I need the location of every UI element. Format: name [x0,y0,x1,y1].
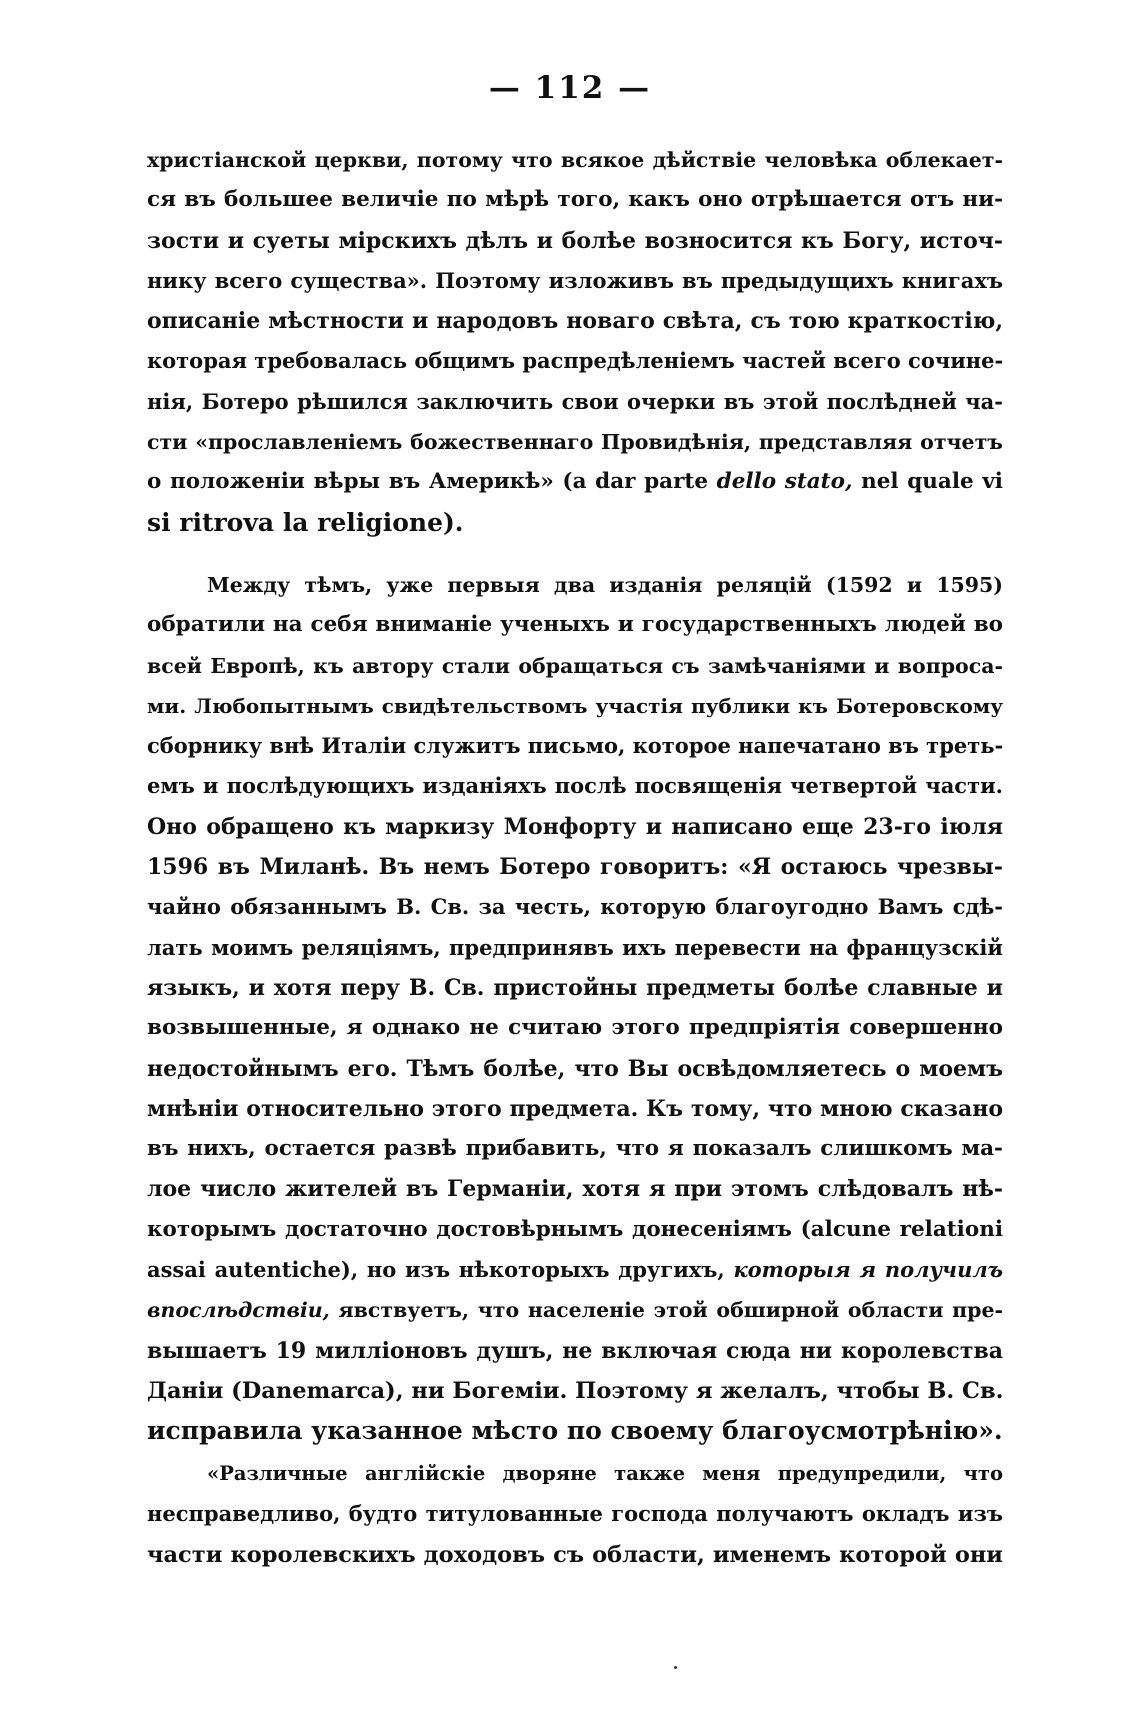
text-line: сти «прославленіемъ божественнаго Провидѣнія, представляя отчетъ [147,430,1003,455]
text-run: о положеніи вѣры въ Америкѣ» (a dar parte [147,469,717,495]
text-line [147,1290,1003,1330]
text-line: емъ и послѣдующихъ изданіяхъ послѣ посвященія четвертой части. [147,773,1003,799]
text-line: несправедливо, будто титулованные господа получаютъ окладъ изъ [147,1501,1003,1527]
text-line: всей Европѣ, къ автору стали обращаться съ замѣчаніями и вопроса- [147,653,1003,678]
italic-run: которыя я получилъ [733,1257,1003,1283]
paragraph-2 [147,565,1003,1452]
text-line: возвышенные, я однако не считаю этого предпріятія совершенно [147,1015,1003,1041]
text-line: «Различные англійскіе дворяне также меня предупредили, что [207,1462,1003,1485]
text-run: nel quale vi [852,469,1003,495]
italic-run: dello stato, [716,469,853,495]
text-line: нику всего существа». Поэтому изложивъ въ предыдущихъ книгахъ [147,267,1003,293]
text-line: нія, Ботеро рѣшился заключить свои очерки въ этой послѣдней ча- [147,388,1003,414]
text-run: assai autentiche), но изъ нѣкоторыхъ другихъ, [147,1257,734,1283]
text-line: сборнику внѣ Италіи служитъ письмо, которое напечатано въ треть- [147,733,1004,759]
text-line: ми. Любопытнымъ свидѣтельствомъ участія публики къ Ботеровскому [147,693,1003,718]
text-run: явствуетъ, что населеніе этой обширной области пре- [329,1298,1003,1323]
text-line: 1596 въ Миланѣ. Въ немъ Ботеро говоритъ: «Я остаюсь чрезвы- [147,854,1003,881]
text-line: Между тѣмъ, уже первыя два изданія реляцій (1592 и 1595) [207,573,1003,597]
text-line: ся въ большее величіе по мѣрѣ того, какъ оно отрѣшается отъ ни- [147,187,1003,213]
text-line: части королевскихъ доходовъ съ области, именемъ которой они [147,1541,1003,1568]
text-line: мнѣніи относительно этого предмета. Къ тому, что мною сказано [147,1095,1003,1122]
text-line: чайно обязаннымъ В. Св. за честь, которую благоугодно Вамъ сдѣ- [147,894,1003,920]
paragraph-3 [147,1454,1003,1575]
text-line: которая требовалась общимъ распредѣленіемъ частей всего сочине- [147,348,1004,374]
text-line [147,1250,1003,1290]
text-line: христіанской церкви, потому что всякое дѣйствіе человѣка облекает- [147,148,1003,172]
italic-run: впослѣдствіи, [147,1298,330,1323]
text-line: описаніе мѣстности и народовъ новаго свѣта, съ тою краткостію, [147,308,1003,335]
text-line: si ritrova la religione). [147,507,464,537]
text-line: обратили на себя вниманіе ученыхъ и государственныхъ людей во [147,612,1003,638]
text-line: Даніи (Danemarca), ни Богеміи. Поэтому я желалъ, чтобы В. Св. [147,1377,1004,1404]
text-line: лое число жителей въ Германіи, хотя я при этомъ слѣдовалъ нѣ- [147,1176,1003,1203]
text-line: въ нихъ, остается развѣ прибавить, что я показалъ слишкомъ ма- [147,1136,1003,1162]
text-line: языкъ, и хотя перу В. Св. пристойны предметы болѣе славные и [147,974,1003,1001]
page-number: — 112 — [488,70,652,106]
text-line: недостойнымъ его. Тѣмъ болѣе, что Вы освѣдомляетесь о моемъ [147,1055,1003,1082]
text-line: которымъ достаточно достовѣрнымъ донесеніямъ (alcune relationi [147,1216,1003,1242]
paper-speck [674,1666,677,1669]
text-line: лать моимъ реляціямъ, предпринявъ ихъ перевести на французскій [147,934,1003,960]
text-line [147,462,1003,502]
text-line: зости и суеты мірскихъ дѣлъ и болѣе возносится къ Богу, источ- [147,227,1003,254]
text-line: Оно обращено къ маркизу Монфорту и написано еще 23-го іюля [147,813,1003,840]
paragraph-1 [147,140,1003,543]
text-line: вышаетъ 19 милліоновъ душъ, не включая сюда ни королевства [147,1337,1003,1364]
text-line: исправила указанное мѣсто по своему благоусмотрѣнію». [147,1416,1003,1446]
